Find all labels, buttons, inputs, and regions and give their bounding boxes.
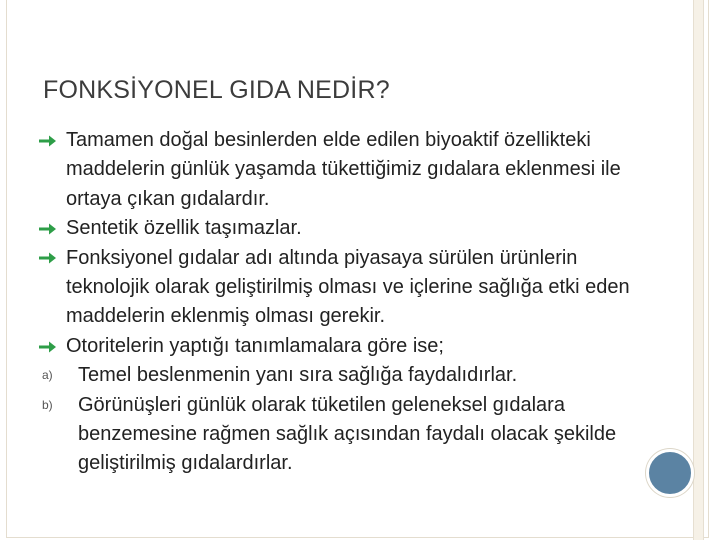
list-marker-b: b) bbox=[42, 397, 53, 412]
sub-item-text: Görünüşleri günlük olarak tüketilen geleneksel gıdalara benzemesine rağmen sağlık açısından faydalı olacak şekilde geliştirilmiş gıdalardırlar. bbox=[78, 393, 617, 475]
sub-list-item bbox=[38, 391, 658, 479]
sub-item-text: Temel beslenmenin yanı sıra sağlığa faydalıdırlar. bbox=[78, 364, 518, 387]
bullet-item bbox=[38, 126, 658, 214]
slide-title: FONKSİYONEL GIDA NEDİR? bbox=[43, 76, 390, 104]
list-marker-a: a) bbox=[42, 368, 53, 383]
bullet-text: Otoritelerin yaptığı tanımlamalara göre ise; bbox=[66, 334, 444, 357]
sub-list-item bbox=[38, 361, 658, 390]
arrow-right-icon bbox=[38, 244, 58, 273]
arrow-right-icon bbox=[38, 126, 58, 155]
bullet-text: Fonksiyonel gıdalar adı altında piyasaya sürülen ürünlerin teknolojik olarak geliştirilmiş olması ve içlerine sağlığa etki eden maddelerin eklenmiş olması gerekir. bbox=[66, 246, 630, 328]
arrow-right-icon bbox=[38, 332, 58, 361]
arrow-right-icon bbox=[38, 214, 58, 243]
bullet-text: Tamamen doğal besinlerden elde edilen biyoaktif özellikteki maddelerin günlük yaşamda tükettiğimiz gıdalara eklenmesi ile ortaya çıkan gıdalardır. bbox=[66, 129, 621, 210]
decorative-side-bar bbox=[693, 0, 704, 540]
bullet-text: Sentetik özellik taşımazlar. bbox=[66, 217, 302, 240]
bullet-item bbox=[38, 214, 658, 243]
bullet-item bbox=[38, 332, 658, 361]
slide-content bbox=[38, 126, 658, 479]
bullet-item bbox=[38, 244, 658, 332]
decorative-circle bbox=[646, 449, 694, 497]
